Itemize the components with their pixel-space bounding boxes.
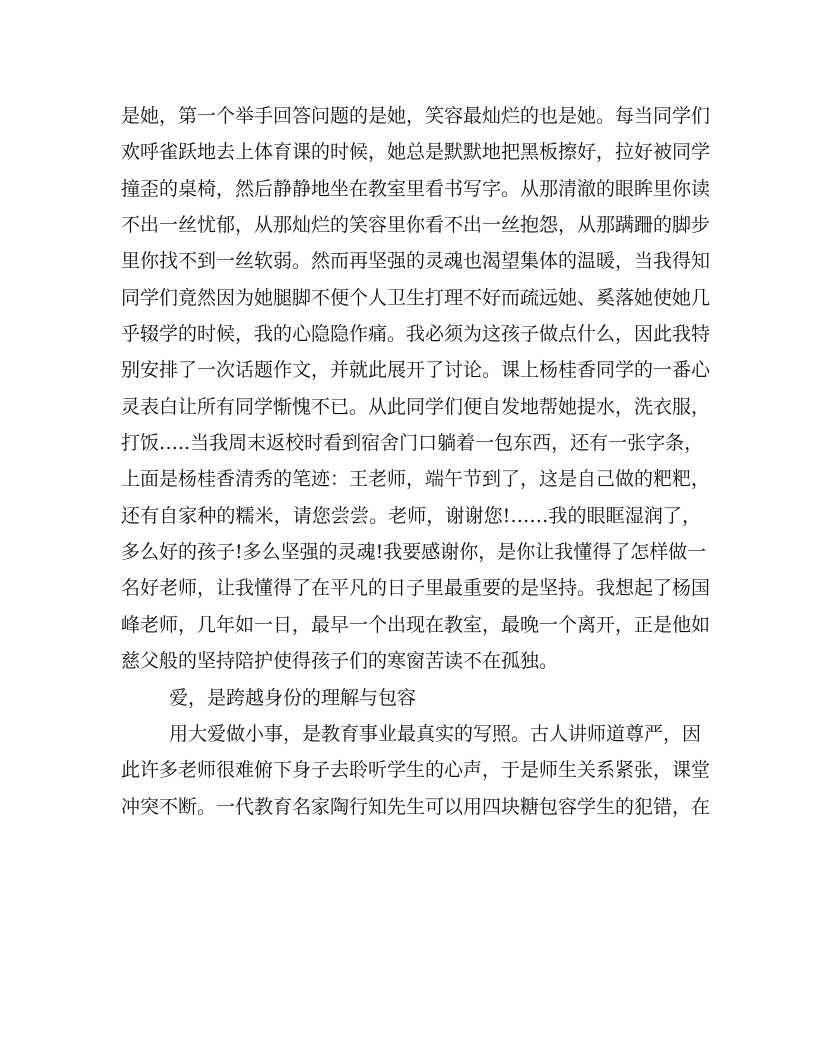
text-line: 上面是杨桂香清秀的笔迹：王老师，端午节到了，这是自己做的粑粑，	[121, 468, 711, 491]
text-line: 打饭…..当我周末返校时看到宿舍门口躺着一包东西，还有一张字条，	[121, 432, 704, 455]
text-line: 欢呼雀跃地去上体育课的时候，她总是默默地把黑板擦好，拉好被同学	[121, 141, 711, 164]
text-line: 别安排了一次话题作文，并就此展开了讨论。课上杨桂香同学的一番心	[121, 359, 711, 382]
section-heading: 爱，是跨越身份的理解与包容	[169, 686, 417, 709]
paragraph-end-line: 慈父般的坚持陪护使得孩子们的寒窗苦读不在孤独。	[121, 650, 559, 673]
text-line: 是她，第一个举手回答问题的是她，笑容最灿烂的也是她。每当同学们	[121, 105, 711, 127]
text-line: 多么好的孩子!多么坚强的灵魂!我要感谢你，是你让我懂得了怎样做一	[121, 541, 707, 564]
text-line: 乎辍学的时候，我的心隐隐作痛。我必须为这孩子做点什么，因此我特	[121, 323, 711, 346]
text-line: 灵表白让所有同学惭愧不已。从此同学们便自发地帮她提水，洗衣服，	[121, 395, 711, 418]
text-line: 里你找不到一丝软弱。然而再坚强的灵魂也渴望集体的温暖，当我得知	[121, 250, 711, 273]
body-text	[121, 98, 711, 825]
text-line: 同学们竟然因为她腿脚不便个人卫生打理不好而疏远她、奚落她使她几	[121, 286, 711, 309]
text-line: 还有自家种的糯米，请您尝尝。老师，谢谢您!……我的眼眶湿润了，	[121, 504, 701, 527]
text-line: 峰老师，几年如一日，最早一个出现在教室，最晚一个离开，正是他如	[121, 613, 711, 636]
paragraph-first-line: 用大爱做小事，是教育事业最真实的写照。古人讲师道尊严，因	[169, 722, 702, 745]
text-line: 冲突不断。一代教育名家陶行知先生可以用四块糖包容学生的犯错，在	[121, 795, 711, 818]
text-line: 此许多老师很难俯下身子去聆听学生的心声，于是师生关系紧张，课堂	[121, 759, 711, 782]
text-line: 不出一丝忧郁，从那灿烂的笑容里你看不出一丝抱怨，从那蹒跚的脚步	[121, 214, 711, 237]
text-line: 名好老师，让我懂得了在平凡的日子里最重要的是坚持。我想起了杨国	[121, 577, 711, 600]
text-line: 撞歪的桌椅，然后静静地坐在教室里看书写字。从那清澈的眼眸里你读	[121, 177, 711, 200]
